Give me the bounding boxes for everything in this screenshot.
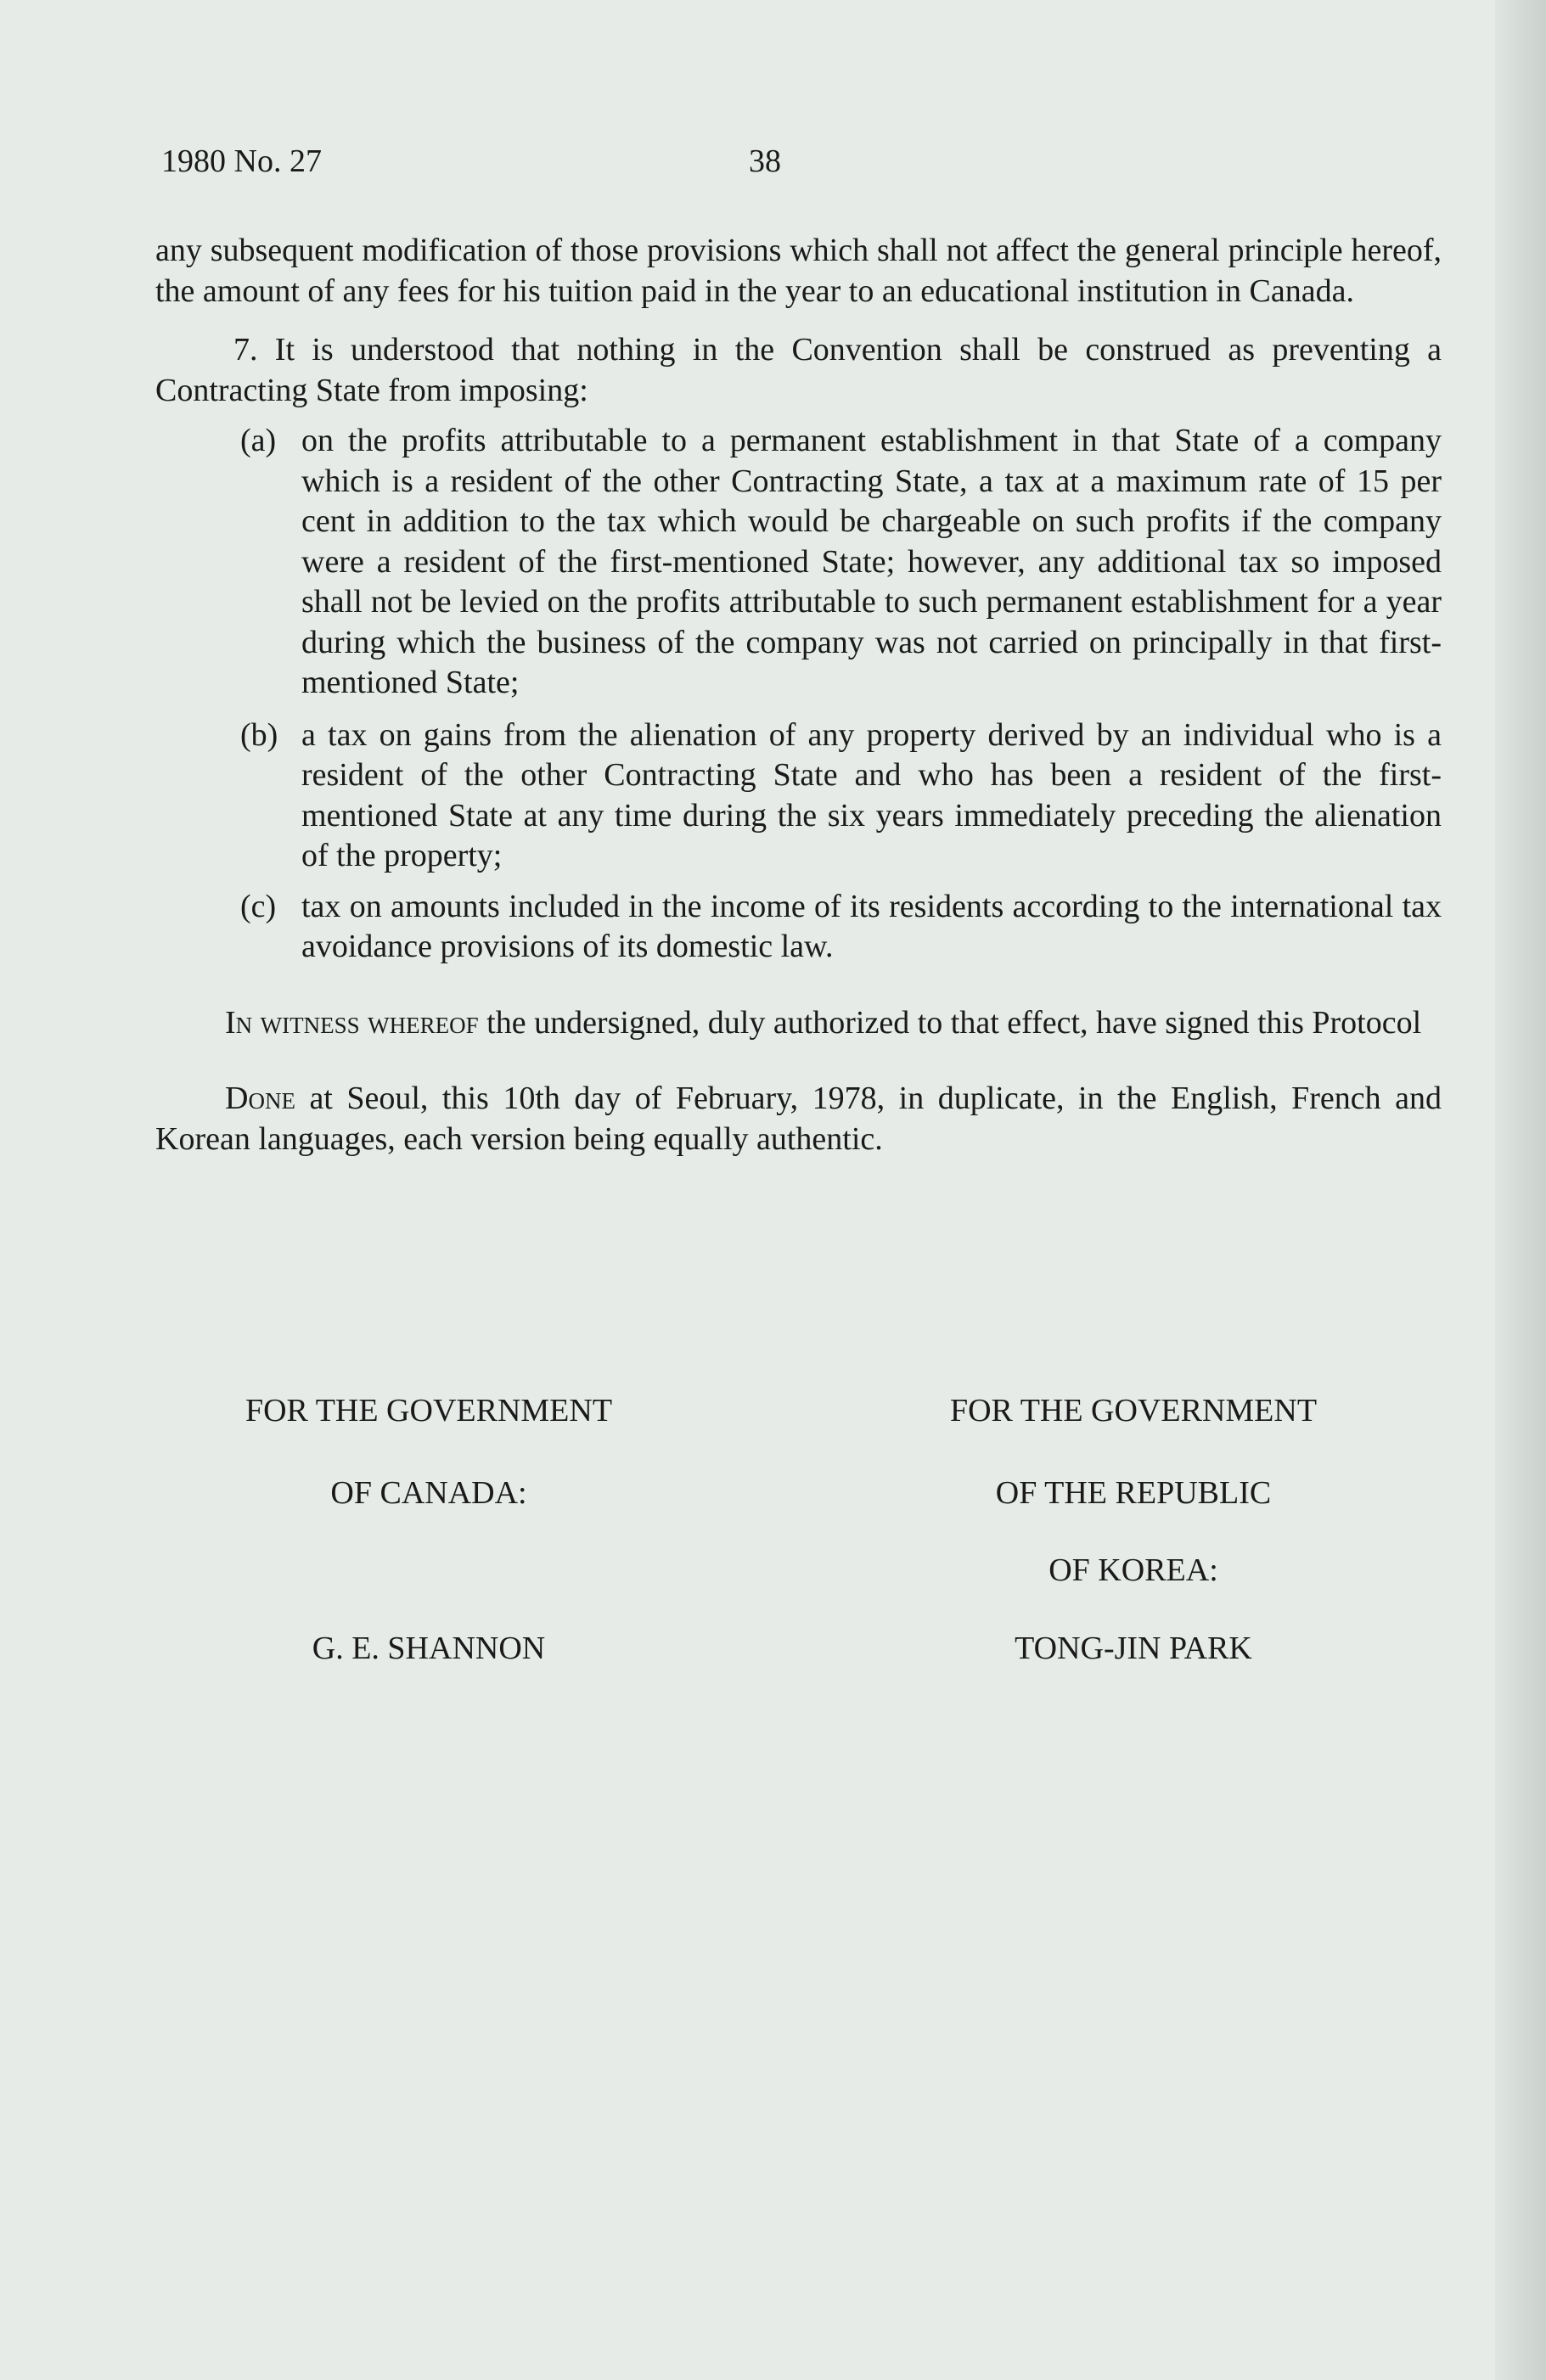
list-marker: (a) — [240, 423, 277, 458]
page-header — [161, 143, 1435, 185]
witness-clause — [155, 1003, 1442, 1044]
signatory-korea: TONG-JIN PARK — [1015, 1631, 1252, 1666]
witness-text: the undersigned, duly authorized to that effect, have signed this Protocol — [478, 1004, 1422, 1041]
intro-paragraph: any subsequent modification of those provisions which shall not affect the general principle hereof, the amount of any fees for his tuition paid in the year to an educational institution in Canada. — [155, 233, 1442, 309]
done-text: at Seoul, this 10th day of February, 1978, in duplicate, in the English, French and Korean languages, each version being equally authentic. — [155, 1081, 1442, 1157]
signature-korea-line2: OF THE REPUBLIC — [995, 1475, 1272, 1511]
signatory-canada: G. E. SHANNON — [312, 1631, 546, 1666]
done-clause — [155, 1079, 1442, 1159]
witness-lead: In witness whereof — [225, 1004, 479, 1041]
signature-korea-line3: OF KOREA: — [1048, 1552, 1218, 1588]
list-item-b — [155, 716, 1442, 877]
series-number: 1980 No. 27 — [161, 143, 322, 179]
signature-canada-line2: OF CANADA: — [330, 1475, 527, 1511]
list-item-text: a tax on gains from the alienation of any property derived by an individual who is a resident of the other Contracting State and who has been a resident of the first-mentioned State at any time during the six years immediately preceding the alienation of the property; — [301, 716, 1442, 873]
signature-canada-line1: FOR THE GOVERNMENT — [245, 1393, 613, 1429]
done-lead: Done — [225, 1081, 295, 1116]
page-edge-shadow — [1495, 0, 1546, 2380]
list-marker: (c) — [240, 888, 277, 924]
signature-korea-line1: FOR THE GOVERNMENT — [949, 1393, 1318, 1429]
list-marker: (b) — [240, 716, 278, 753]
list-item-a — [155, 421, 1442, 704]
list-item-text: tax on amounts included in the income of its residents according to the international tax avoidance provisions of its domestic law. — [301, 888, 1442, 964]
paragraph-7: 7. It is understood that nothing in the Convention shall be construed as preventing a Contracting State from imposing: — [155, 332, 1442, 408]
document-body — [155, 231, 1442, 1159]
page-number: 38 — [749, 143, 781, 179]
list-item-c — [155, 887, 1442, 968]
list-item-text: on the profits attributable to a permanent establishment in that State of a company which is a resident of the other Contracting State, a tax at a maximum rate of 15 per cent in addition to the tax which would be chargeable on such profits if the company were a resident of the first-mentioned State; however, any additional tax so imposed shall not be levied on the profits attributable to such permanent establishment for a year during which the business of the company was not carried on principally in that first-mentioned State; — [301, 423, 1442, 700]
